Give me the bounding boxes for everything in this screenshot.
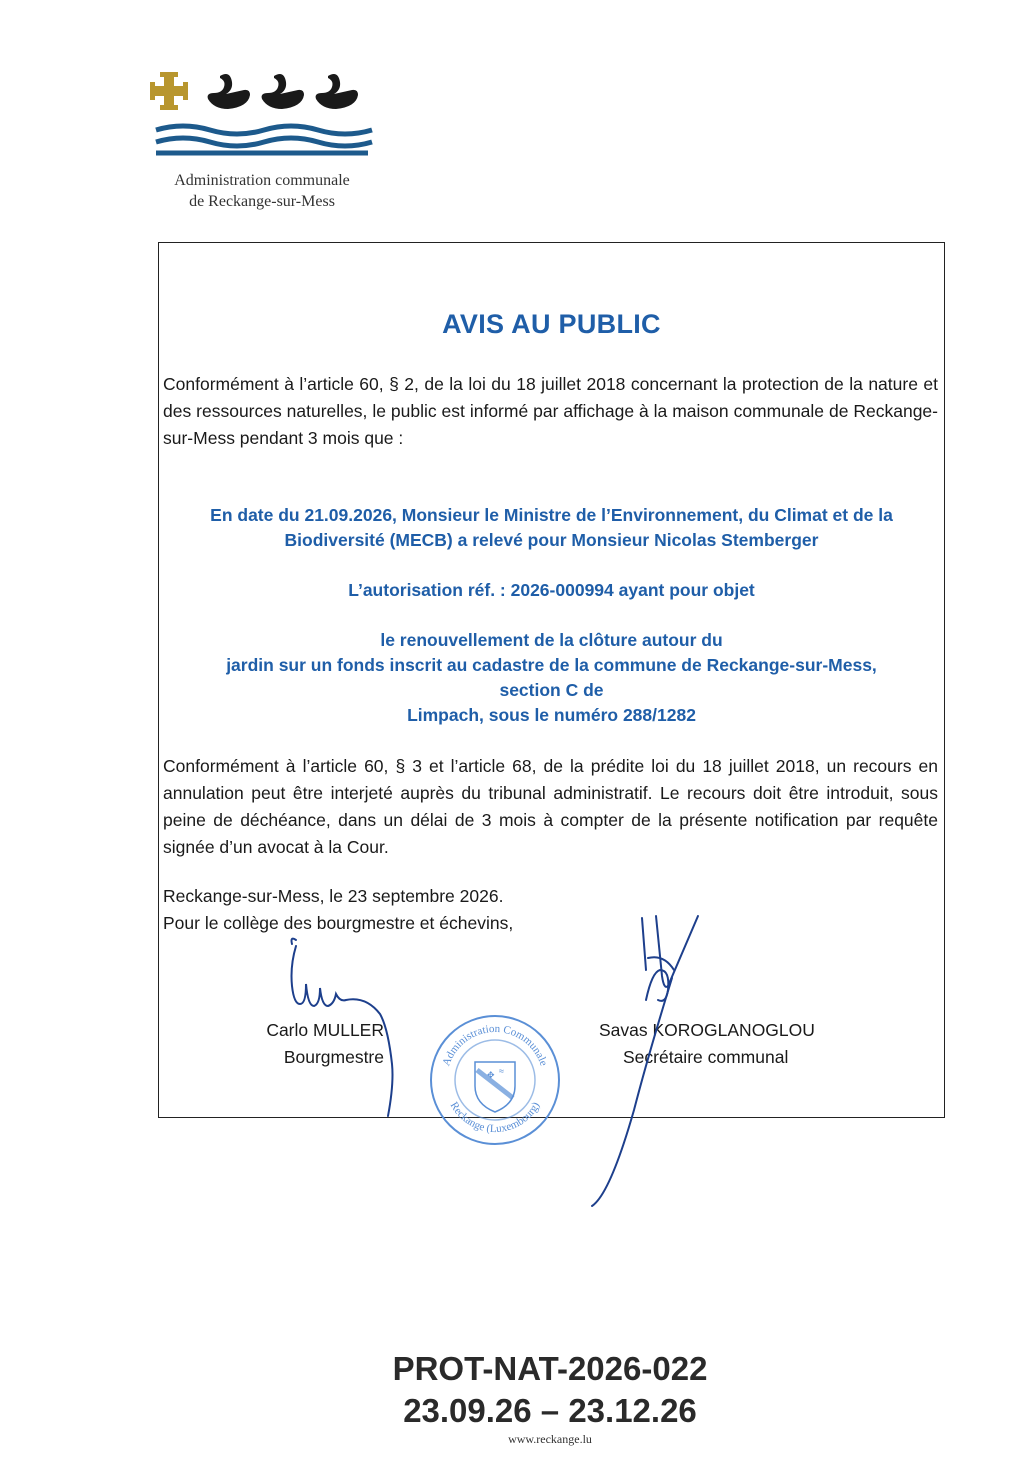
place-date: Reckange-sur-Mess, le 23 septembre 2026. — [163, 886, 504, 906]
object-line-2: jardin sur un fonds inscrit au cadastre de la commune de Reckange-sur-Mess, — [226, 655, 877, 675]
official-stamp — [425, 1010, 565, 1150]
college-line: Pour le collège des bourgmestre et échevins, — [163, 913, 514, 933]
stamp-seal-icon — [425, 1010, 565, 1150]
authorization-reference: L’autorisation réf. : 2026-000994 ayant pour objet — [348, 580, 755, 600]
svg-text:≈: ≈ — [499, 1066, 504, 1076]
decision-block — [159, 503, 944, 553]
mayor-name: Carlo MULLER — [266, 1020, 384, 1040]
stamp-text-top: Administration Communale — [440, 1022, 550, 1068]
posting-period: 23.09.26 – 23.12.26 — [403, 1392, 697, 1429]
svg-text:✥: ✥ — [487, 1070, 495, 1080]
municipality-logo — [150, 66, 376, 162]
decision-line-2: Biodiversité (MECB) a relevé pour Monsieur Nicolas Stemberger — [284, 530, 819, 550]
svg-text:Reckange (Luxembourg) — [448, 1100, 543, 1135]
secretary-role: Secrétaire communal — [623, 1047, 789, 1067]
waves-icon — [156, 126, 372, 153]
cross-icon — [150, 72, 188, 110]
signatory-mayor — [219, 1017, 384, 1071]
object-line-4: Limpach, sous le numéro 288/1282 — [407, 705, 696, 725]
decision-line-1: En date du 21.09.2026, Monsieur le Ministre de l’Environnement, du Climat et de la — [210, 505, 893, 525]
coat-of-arms-icon — [150, 66, 376, 162]
stamp-text-bottom: Reckange (Luxembourg) — [447, 1099, 543, 1136]
notice-title: AVIS AU PUBLIC — [442, 309, 661, 339]
appeal-paragraph: Conformément à l’article 60, § 3 et l’article 68, de la prédite loi du 18 juillet 2018, un recours en annulation peut être interjeté auprès du tribunal administratif. Le recours doit être introduit, sous peine de déchéance, dans un délai de 3 mois à compter de la présente notification par requête signée d’un avocat à la Cour. — [163, 756, 938, 857]
organization-name — [140, 170, 384, 212]
object-block — [159, 628, 944, 728]
object-line-1: le renouvellement de la clôture autour du — [380, 630, 723, 650]
protocol-reference: PROT-NAT-2026-022 — [392, 1350, 708, 1387]
website-url: www.reckange.lu — [508, 1432, 592, 1446]
org-name-line2: de Reckange-sur-Mess — [189, 193, 335, 210]
intro-paragraph: Conformément à l’article 60, § 2, de la loi du 18 juillet 2018 concernant la protection de la nature et des ressources naturelles, le public est informé par affichage à la maison communale de Reckange-sur-Mess pendant 3 mois que : — [163, 374, 938, 448]
notice-box — [158, 242, 945, 1118]
mayor-role: Bourgmestre — [283, 1047, 384, 1067]
closing-block — [163, 883, 938, 937]
object-line-3: section C de — [499, 680, 604, 700]
secretary-name: Savas KOROGLANOGLOU — [599, 1020, 815, 1040]
org-name-line1: Administration communale — [174, 172, 350, 189]
swan-icon — [208, 74, 358, 109]
signatory-secretary — [599, 1017, 829, 1071]
